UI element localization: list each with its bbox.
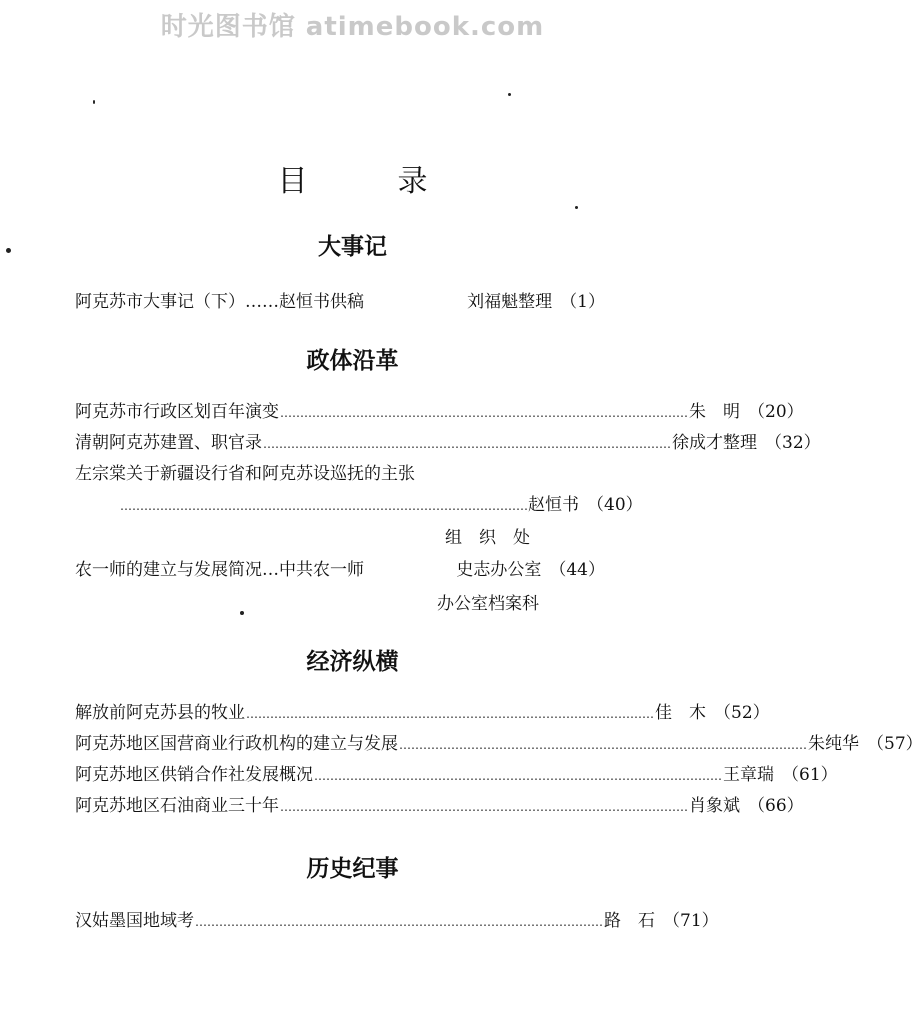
entry-title[interactable]: 左宗棠关于新疆设行省和阿克苏设巡抚的主张 [75,464,415,484]
page-title: 目录 [277,164,518,199]
section-heading-chronicle: 大事记 [318,234,387,260]
entry-page: （61） [782,765,838,785]
leader-dots: ………………………………………………………………………………………… [280,800,688,814]
entry-author: 朱纯华 [808,734,859,754]
scan-speck [6,248,11,253]
entry-page: （57） [867,734,923,754]
entry-author: 赵恒书 [528,495,579,515]
entry-author-line: 组 织 处 [445,528,530,548]
section-heading-government: 政体沿革 [306,348,399,374]
toc-entry[interactable] [75,906,719,932]
entry-title: 清朝阿克苏建置、职官录 [75,433,262,453]
entry-title: 阿克苏地区国营商业行政机构的建立与发展 [75,734,398,754]
entry-title: 阿克苏市行政区划百年演变 [75,402,279,422]
leader-dots: ………………………………………………………………………………………… [120,499,528,513]
entry-page: （20） [748,402,804,422]
toc-entry[interactable] [75,791,804,817]
scan-speck [508,93,511,96]
entry-author: 王章瑞 [723,765,774,785]
entry-title: 汉姑墨国地域考 [75,911,194,931]
entry-author: 佳 木 [655,703,706,723]
entry-title: 阿克苏市大事记（下）……赵恒书供稿 [75,292,364,312]
toc-entry-continuation[interactable] [120,490,643,516]
entry-author: 徐成才整理 [672,433,757,453]
leader-dots: ………………………………………………………………………………………… [246,707,654,721]
entry-page: （71） [663,911,719,931]
scan-speck [93,100,95,104]
entry-page: （40） [587,495,643,515]
leader-dots: ………………………………………………………………………………………… [280,406,688,420]
entry-title: 阿克苏地区石油商业三十年 [75,796,279,816]
entry-author: 肖象斌 [689,796,740,816]
leader-dots: ………………………………………………………………………………………… [399,738,807,752]
entry-title: 阿克苏地区供销合作社发展概况 [75,765,313,785]
section-heading-history: 历史纪事 [306,856,399,882]
leader-dots: ………………………………………………………………………………………… [195,915,603,929]
entry-author: 刘福魁整理 [467,292,553,312]
scan-speck [240,611,244,615]
toc-entry[interactable] [75,555,605,581]
toc-entry[interactable] [75,428,821,454]
toc-entry[interactable] [75,729,923,755]
watermark-text: 时光图书馆 atimebook.com [160,12,545,42]
entry-page: （44） [549,560,605,580]
toc-entry[interactable] [75,760,838,786]
entry-page: （66） [748,796,804,816]
entry-title: 解放前阿克苏县的牧业 [75,703,245,723]
entry-author: 朱 明 [689,402,740,422]
entry-page: （52） [714,703,770,723]
entry-author-line: 办公室档案科 [437,594,539,614]
toc-entry[interactable] [75,397,804,423]
toc-entry[interactable] [75,287,605,313]
entry-title: 农一师的建立与发展简况…中共农一师 [75,560,364,580]
section-heading-economy: 经济纵横 [306,649,399,675]
entry-author: 史志办公室 [456,560,542,580]
entry-page: （1） [560,292,605,312]
toc-entry[interactable] [75,698,770,724]
leader-dots: ………………………………………………………………………………………… [314,769,722,783]
entry-page: （32） [765,433,821,453]
scan-speck [575,206,578,209]
leader-dots: ………………………………………………………………………………………… [263,437,671,451]
entry-author: 路 石 [604,911,655,931]
